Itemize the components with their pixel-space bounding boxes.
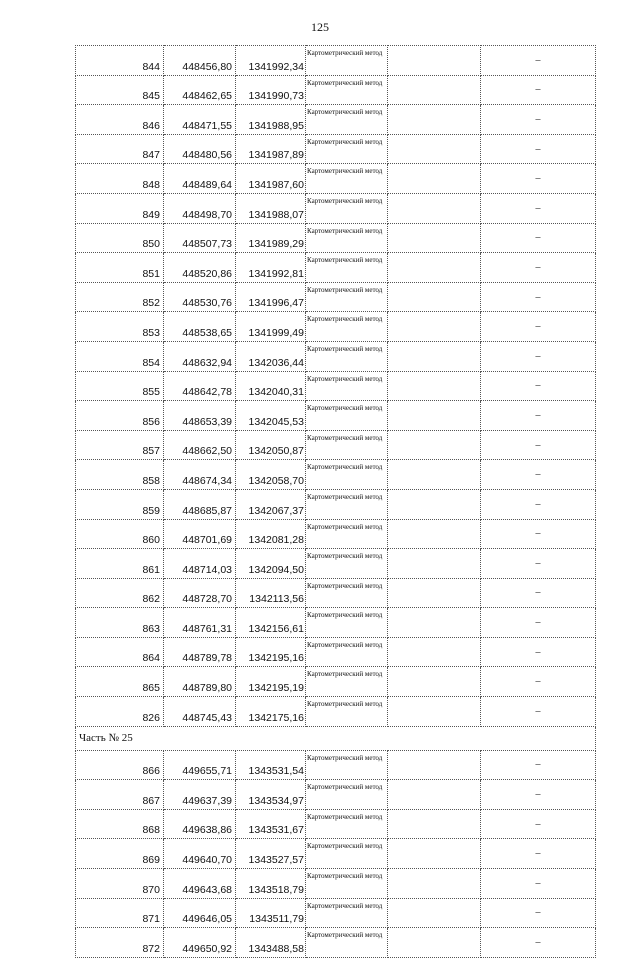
method-cell: Картометрический метод — [306, 578, 388, 608]
method-cell: Картометрический метод — [306, 341, 388, 371]
x-coordinate-cell: 448674,34 — [164, 460, 236, 490]
empty-cell — [388, 134, 481, 164]
y-coordinate-cell: 1342156,61 — [236, 608, 306, 638]
x-coordinate-cell: 449637,39 — [164, 780, 236, 810]
table-row — [76, 46, 596, 76]
method-cell: Картометрический метод — [306, 401, 388, 431]
dash-cell: – — [481, 869, 596, 899]
x-coordinate-cell: 448642,78 — [164, 371, 236, 401]
point-number-cell: 849 — [76, 193, 164, 223]
x-coordinate-cell: 448507,73 — [164, 223, 236, 253]
method-cell: Картометрический метод — [306, 371, 388, 401]
empty-cell — [388, 164, 481, 194]
y-coordinate-cell: 1342175,16 — [236, 697, 306, 727]
point-number-cell: 853 — [76, 312, 164, 342]
point-number-cell: 846 — [76, 105, 164, 135]
y-coordinate-cell: 1343511,79 — [236, 898, 306, 928]
dash-cell: – — [481, 489, 596, 519]
empty-cell — [388, 401, 481, 431]
coordinates-table — [75, 45, 596, 958]
x-coordinate-cell: 449646,05 — [164, 898, 236, 928]
x-coordinate-cell: 449638,86 — [164, 809, 236, 839]
dash-cell: – — [481, 578, 596, 608]
point-number-cell: 866 — [76, 750, 164, 780]
empty-cell — [388, 578, 481, 608]
method-cell: Картометрический метод — [306, 164, 388, 194]
y-coordinate-cell: 1342050,87 — [236, 430, 306, 460]
table-row — [76, 928, 596, 958]
dash-cell: – — [481, 519, 596, 549]
point-number-cell: 859 — [76, 489, 164, 519]
y-coordinate-cell: 1342036,44 — [236, 341, 306, 371]
table-row — [76, 253, 596, 283]
point-number-cell: 854 — [76, 341, 164, 371]
table-row — [76, 578, 596, 608]
empty-cell — [388, 928, 481, 958]
empty-cell — [388, 839, 481, 869]
empty-cell — [388, 371, 481, 401]
point-number-cell: 869 — [76, 839, 164, 869]
x-coordinate-cell: 449643,68 — [164, 869, 236, 899]
y-coordinate-cell: 1341989,29 — [236, 223, 306, 253]
x-coordinate-cell: 448538,65 — [164, 312, 236, 342]
point-number-cell: 860 — [76, 519, 164, 549]
section-header-body — [76, 726, 596, 750]
method-cell: Картометрический метод — [306, 809, 388, 839]
empty-cell — [388, 608, 481, 638]
x-coordinate-cell: 448662,50 — [164, 430, 236, 460]
empty-cell — [388, 898, 481, 928]
method-cell: Картометрический метод — [306, 134, 388, 164]
empty-cell — [388, 223, 481, 253]
table-row — [76, 489, 596, 519]
dash-cell: – — [481, 164, 596, 194]
table-row — [76, 697, 596, 727]
point-number-cell: 868 — [76, 809, 164, 839]
dash-cell: – — [481, 46, 596, 76]
dash-cell: – — [481, 928, 596, 958]
dash-cell: – — [481, 460, 596, 490]
table-row — [76, 401, 596, 431]
x-coordinate-cell: 449655,71 — [164, 750, 236, 780]
point-number-cell: 848 — [76, 164, 164, 194]
point-number-cell: 826 — [76, 697, 164, 727]
y-coordinate-cell: 1341990,73 — [236, 75, 306, 105]
empty-cell — [388, 282, 481, 312]
point-number-cell: 852 — [76, 282, 164, 312]
y-coordinate-cell: 1342058,70 — [236, 460, 306, 490]
y-coordinate-cell: 1341992,81 — [236, 253, 306, 283]
point-number-cell: 863 — [76, 608, 164, 638]
x-coordinate-cell: 448520,86 — [164, 253, 236, 283]
dash-cell: – — [481, 134, 596, 164]
empty-cell — [388, 341, 481, 371]
table-row — [76, 667, 596, 697]
table-row — [76, 839, 596, 869]
dash-cell: – — [481, 898, 596, 928]
dash-cell: – — [481, 371, 596, 401]
dash-cell: – — [481, 253, 596, 283]
point-number-cell: 870 — [76, 869, 164, 899]
method-cell: Картометрический метод — [306, 750, 388, 780]
method-cell: Картометрический метод — [306, 193, 388, 223]
table-row — [76, 750, 596, 780]
point-number-cell: 861 — [76, 549, 164, 579]
method-cell: Картометрический метод — [306, 780, 388, 810]
point-number-cell: 867 — [76, 780, 164, 810]
method-cell: Картометрический метод — [306, 549, 388, 579]
dash-cell: – — [481, 341, 596, 371]
x-coordinate-cell: 448653,39 — [164, 401, 236, 431]
point-number-cell: 862 — [76, 578, 164, 608]
empty-cell — [388, 667, 481, 697]
y-coordinate-cell: 1341992,34 — [236, 46, 306, 76]
empty-cell — [388, 460, 481, 490]
y-coordinate-cell: 1343534,97 — [236, 780, 306, 810]
table-row — [76, 809, 596, 839]
dash-cell: – — [481, 839, 596, 869]
empty-cell — [388, 549, 481, 579]
table-row — [76, 134, 596, 164]
dash-cell: – — [481, 667, 596, 697]
dash-cell: – — [481, 697, 596, 727]
dash-cell: – — [481, 430, 596, 460]
method-cell: Картометрический метод — [306, 253, 388, 283]
empty-cell — [388, 430, 481, 460]
empty-cell — [388, 869, 481, 899]
method-cell: Картометрический метод — [306, 697, 388, 727]
table-row — [76, 105, 596, 135]
y-coordinate-cell: 1342094,50 — [236, 549, 306, 579]
point-number-cell: 847 — [76, 134, 164, 164]
y-coordinate-cell: 1342045,53 — [236, 401, 306, 431]
y-coordinate-cell: 1342195,19 — [236, 667, 306, 697]
table-body-part-b — [76, 750, 596, 957]
empty-cell — [388, 780, 481, 810]
empty-cell — [388, 253, 481, 283]
section-title: Часть № 25 — [76, 726, 596, 750]
method-cell: Картометрический метод — [306, 282, 388, 312]
empty-cell — [388, 105, 481, 135]
method-cell: Картометрический метод — [306, 75, 388, 105]
empty-cell — [388, 75, 481, 105]
point-number-cell: 855 — [76, 371, 164, 401]
x-coordinate-cell: 448530,76 — [164, 282, 236, 312]
y-coordinate-cell: 1342113,56 — [236, 578, 306, 608]
dash-cell: – — [481, 750, 596, 780]
point-number-cell: 872 — [76, 928, 164, 958]
x-coordinate-cell: 448498,70 — [164, 193, 236, 223]
y-coordinate-cell: 1342081,28 — [236, 519, 306, 549]
x-coordinate-cell: 448480,56 — [164, 134, 236, 164]
point-number-cell: 845 — [76, 75, 164, 105]
point-number-cell: 856 — [76, 401, 164, 431]
method-cell: Картометрический метод — [306, 46, 388, 76]
x-coordinate-cell: 448489,64 — [164, 164, 236, 194]
empty-cell — [388, 519, 481, 549]
table-row — [76, 341, 596, 371]
empty-cell — [388, 489, 481, 519]
y-coordinate-cell: 1341987,60 — [236, 164, 306, 194]
section-header-row — [76, 726, 596, 750]
y-coordinate-cell: 1342067,37 — [236, 489, 306, 519]
table-row — [76, 371, 596, 401]
table-body-part-a — [76, 46, 596, 727]
point-number-cell: 844 — [76, 46, 164, 76]
x-coordinate-cell: 448745,43 — [164, 697, 236, 727]
x-coordinate-cell: 448456,80 — [164, 46, 236, 76]
table-row — [76, 549, 596, 579]
table-row — [76, 75, 596, 105]
dash-cell: – — [481, 223, 596, 253]
method-cell: Картометрический метод — [306, 637, 388, 667]
method-cell: Картометрический метод — [306, 667, 388, 697]
dash-cell: – — [481, 193, 596, 223]
y-coordinate-cell: 1343531,54 — [236, 750, 306, 780]
x-coordinate-cell: 448714,03 — [164, 549, 236, 579]
empty-cell — [388, 697, 481, 727]
dash-cell: – — [481, 282, 596, 312]
x-coordinate-cell: 448789,78 — [164, 637, 236, 667]
dash-cell: – — [481, 75, 596, 105]
table-row — [76, 460, 596, 490]
y-coordinate-cell: 1341999,49 — [236, 312, 306, 342]
y-coordinate-cell: 1343488,58 — [236, 928, 306, 958]
dash-cell: – — [481, 608, 596, 638]
y-coordinate-cell: 1342195,16 — [236, 637, 306, 667]
empty-cell — [388, 750, 481, 780]
x-coordinate-cell: 448462,65 — [164, 75, 236, 105]
method-cell: Картометрический метод — [306, 105, 388, 135]
empty-cell — [388, 312, 481, 342]
x-coordinate-cell: 448728,70 — [164, 578, 236, 608]
point-number-cell: 858 — [76, 460, 164, 490]
method-cell: Картометрический метод — [306, 430, 388, 460]
method-cell: Картометрический метод — [306, 839, 388, 869]
table-row — [76, 312, 596, 342]
y-coordinate-cell: 1342040,31 — [236, 371, 306, 401]
page-number: 125 — [311, 20, 329, 34]
x-coordinate-cell: 448685,87 — [164, 489, 236, 519]
dash-cell: – — [481, 780, 596, 810]
method-cell: Картометрический метод — [306, 312, 388, 342]
dash-cell: – — [481, 637, 596, 667]
table-row — [76, 164, 596, 194]
table-row — [76, 780, 596, 810]
method-cell: Картометрический метод — [306, 928, 388, 958]
y-coordinate-cell: 1341987,89 — [236, 134, 306, 164]
method-cell: Картометрический метод — [306, 869, 388, 899]
x-coordinate-cell: 448632,94 — [164, 341, 236, 371]
x-coordinate-cell: 448761,31 — [164, 608, 236, 638]
table-row — [76, 193, 596, 223]
point-number-cell: 864 — [76, 637, 164, 667]
method-cell: Картометрический метод — [306, 223, 388, 253]
x-coordinate-cell: 448471,55 — [164, 105, 236, 135]
table-row — [76, 430, 596, 460]
point-number-cell: 865 — [76, 667, 164, 697]
y-coordinate-cell: 1343531,67 — [236, 809, 306, 839]
y-coordinate-cell: 1341996,47 — [236, 282, 306, 312]
x-coordinate-cell: 448701,69 — [164, 519, 236, 549]
x-coordinate-cell: 449650,92 — [164, 928, 236, 958]
x-coordinate-cell: 449640,70 — [164, 839, 236, 869]
empty-cell — [388, 193, 481, 223]
point-number-cell: 850 — [76, 223, 164, 253]
table-row — [76, 519, 596, 549]
dash-cell: – — [481, 312, 596, 342]
empty-cell — [388, 809, 481, 839]
point-number-cell: 871 — [76, 898, 164, 928]
y-coordinate-cell: 1341988,07 — [236, 193, 306, 223]
method-cell: Картометрический метод — [306, 460, 388, 490]
empty-cell — [388, 46, 481, 76]
dash-cell: – — [481, 549, 596, 579]
empty-cell — [388, 637, 481, 667]
table-row — [76, 637, 596, 667]
dash-cell: – — [481, 809, 596, 839]
table-row — [76, 898, 596, 928]
method-cell: Картометрический метод — [306, 489, 388, 519]
dash-cell: – — [481, 401, 596, 431]
y-coordinate-cell: 1341988,95 — [236, 105, 306, 135]
dash-cell: – — [481, 105, 596, 135]
method-cell: Картометрический метод — [306, 608, 388, 638]
table-row — [76, 869, 596, 899]
y-coordinate-cell: 1343518,79 — [236, 869, 306, 899]
method-cell: Картометрический метод — [306, 898, 388, 928]
table-row — [76, 223, 596, 253]
method-cell: Картометрический метод — [306, 519, 388, 549]
table-row — [76, 608, 596, 638]
coordinates-table-container — [75, 45, 596, 958]
x-coordinate-cell: 448789,80 — [164, 667, 236, 697]
y-coordinate-cell: 1343527,57 — [236, 839, 306, 869]
point-number-cell: 851 — [76, 253, 164, 283]
point-number-cell: 857 — [76, 430, 164, 460]
table-row — [76, 282, 596, 312]
